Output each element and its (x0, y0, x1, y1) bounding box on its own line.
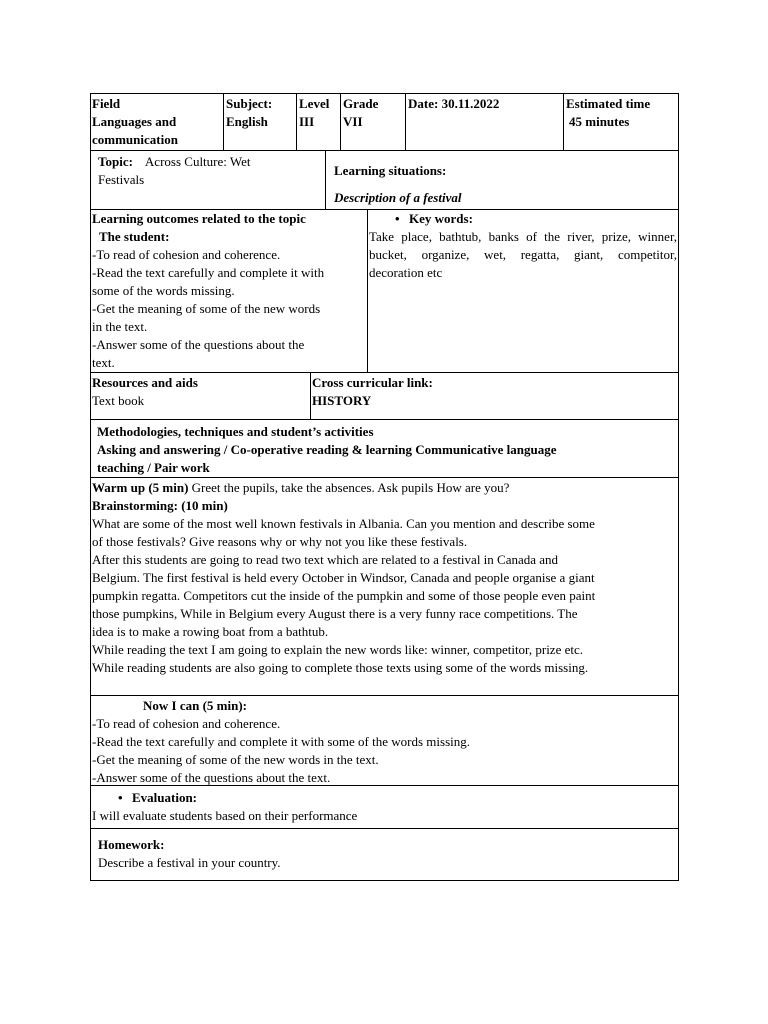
date-cell (405, 94, 563, 150)
activity-line: of those festivals? Give reasons why or why not you like these festivals. (92, 534, 468, 549)
activity-line: What are some of the most well known festivals in Albania. Can you mention and describe some (92, 516, 595, 531)
nowican-line: -Answer some of the questions about the text. (92, 770, 331, 785)
homework-text: Describe a festival in your country. (98, 855, 281, 870)
grade-cell (340, 94, 405, 150)
resources-label: Resources and aids (92, 375, 198, 390)
nowican-line: -To read of cohesion and coherence. (92, 716, 281, 731)
warmup-label: Warm up (5 min) (92, 480, 189, 495)
methods-line: Methodologies, techniques and student’s activities (97, 424, 374, 439)
topic-value: Across Culture: Wet (144, 154, 251, 169)
situations-cell (325, 151, 678, 209)
methods-line: Asking and answering / Co-operative reading & learning Communicative language (97, 442, 557, 457)
activity-line: idea is to make a rowing boat from a bathtub. (92, 624, 329, 639)
activity-line: After this students are going to read two text which are related to a festival in Canada and (92, 552, 559, 567)
evaluation-title: • Evaluation: (92, 789, 677, 807)
grade-label: Grade (343, 96, 379, 111)
methods-line: teaching / Pair work (97, 460, 210, 475)
nowican-cell (91, 696, 678, 785)
outcomes-title: Learning outcomes related to the topic (92, 211, 306, 226)
warmup-text: Greet the pupils, take the absences. Ask pupils How are you? (188, 480, 510, 495)
time-label: Estimated time (566, 96, 651, 111)
field-value: Languages and (92, 114, 177, 129)
nowican-line: -Read the text carefully and complete it with some of the words missing. (92, 734, 470, 749)
keywords-cell (367, 210, 678, 372)
topic-value-2: Festivals (98, 172, 145, 187)
level-label: Level (299, 96, 330, 111)
outcome-line: -Get the meaning of some of the new words (92, 301, 321, 316)
resources-value: Text book (92, 393, 145, 408)
resources-row (90, 372, 679, 420)
link-cell (310, 373, 678, 419)
activity-line: those pumpkins, While in Belgium every August there is a very funny race competitions. The (92, 606, 578, 621)
activity-line: While reading the text I am going to explain the new words like: winner, competitor, prize etc. (92, 642, 583, 657)
link-label: Cross curricular link: (312, 375, 433, 390)
field-cell (91, 94, 223, 150)
homework-row (90, 828, 679, 881)
topic-cell (91, 151, 325, 209)
brainstorm-label: Brainstorming: (10 min) (92, 498, 228, 513)
link-value: HISTORY (312, 393, 372, 408)
outcome-line: -To read of cohesion and coherence. (92, 247, 281, 262)
evaluation-row (90, 785, 679, 829)
field-value-2: communication (92, 132, 178, 147)
situations-label: Learning situations: (334, 163, 447, 178)
evaluation-cell (91, 786, 678, 828)
subject-label: Subject: (226, 96, 273, 111)
outcome-line: in the text. (92, 319, 148, 334)
outcome-line: text. (92, 355, 115, 370)
keywords-text: Take place, bathtub, banks of the river, prize, winner, bucket, organize, wet, regatta, giant, competitor, decoration etc (369, 229, 677, 280)
nowican-title: Now I can (5 min): (143, 698, 247, 713)
header-row (90, 93, 679, 151)
level-value: III (299, 114, 315, 129)
homework-title: Homework: (98, 837, 165, 852)
subject-value: English (226, 114, 268, 129)
activity-line: pumpkin regatta. Competitors cut the inside of the pumpkin and some of those people even paint (92, 588, 596, 603)
time-cell (563, 94, 678, 150)
field-label: Field (92, 96, 121, 111)
methods-cell (91, 420, 678, 477)
activity-line: Belgium. The first festival is held every October in Windsor, Canada and people organise a giant (92, 570, 595, 585)
methods-row (90, 419, 679, 478)
homework-cell (91, 829, 678, 880)
subject-cell (223, 94, 296, 150)
grade-value: VII (343, 114, 363, 129)
topic-row (90, 150, 679, 210)
time-value: 45 minutes (569, 114, 630, 129)
outcomes-subtitle: The student: (99, 229, 170, 244)
keywords-title: • Key words: (369, 210, 677, 228)
activity-line: While reading students are also going to complete those texts using some of the words missing. (92, 660, 589, 675)
outcome-line: -Read the text carefully and complete it with (92, 265, 325, 280)
resources-cell (91, 373, 310, 419)
outcome-line: some of the words missing. (92, 283, 235, 298)
activities-row (90, 477, 679, 696)
nowican-line: -Get the meaning of some of the new words in the text. (92, 752, 379, 767)
level-cell (296, 94, 340, 150)
outcomes-cell (91, 210, 367, 372)
evaluation-text: I will evaluate students based on their performance (92, 808, 358, 823)
situations-value: Description of a festival (334, 190, 462, 205)
outcome-line: -Answer some of the questions about the (92, 337, 305, 352)
outcomes-row (90, 209, 679, 373)
activities-cell (91, 478, 678, 695)
date-value: Date: 30.11.2022 (408, 96, 500, 111)
nowican-row (90, 695, 679, 786)
topic-label: Topic: (98, 154, 133, 169)
